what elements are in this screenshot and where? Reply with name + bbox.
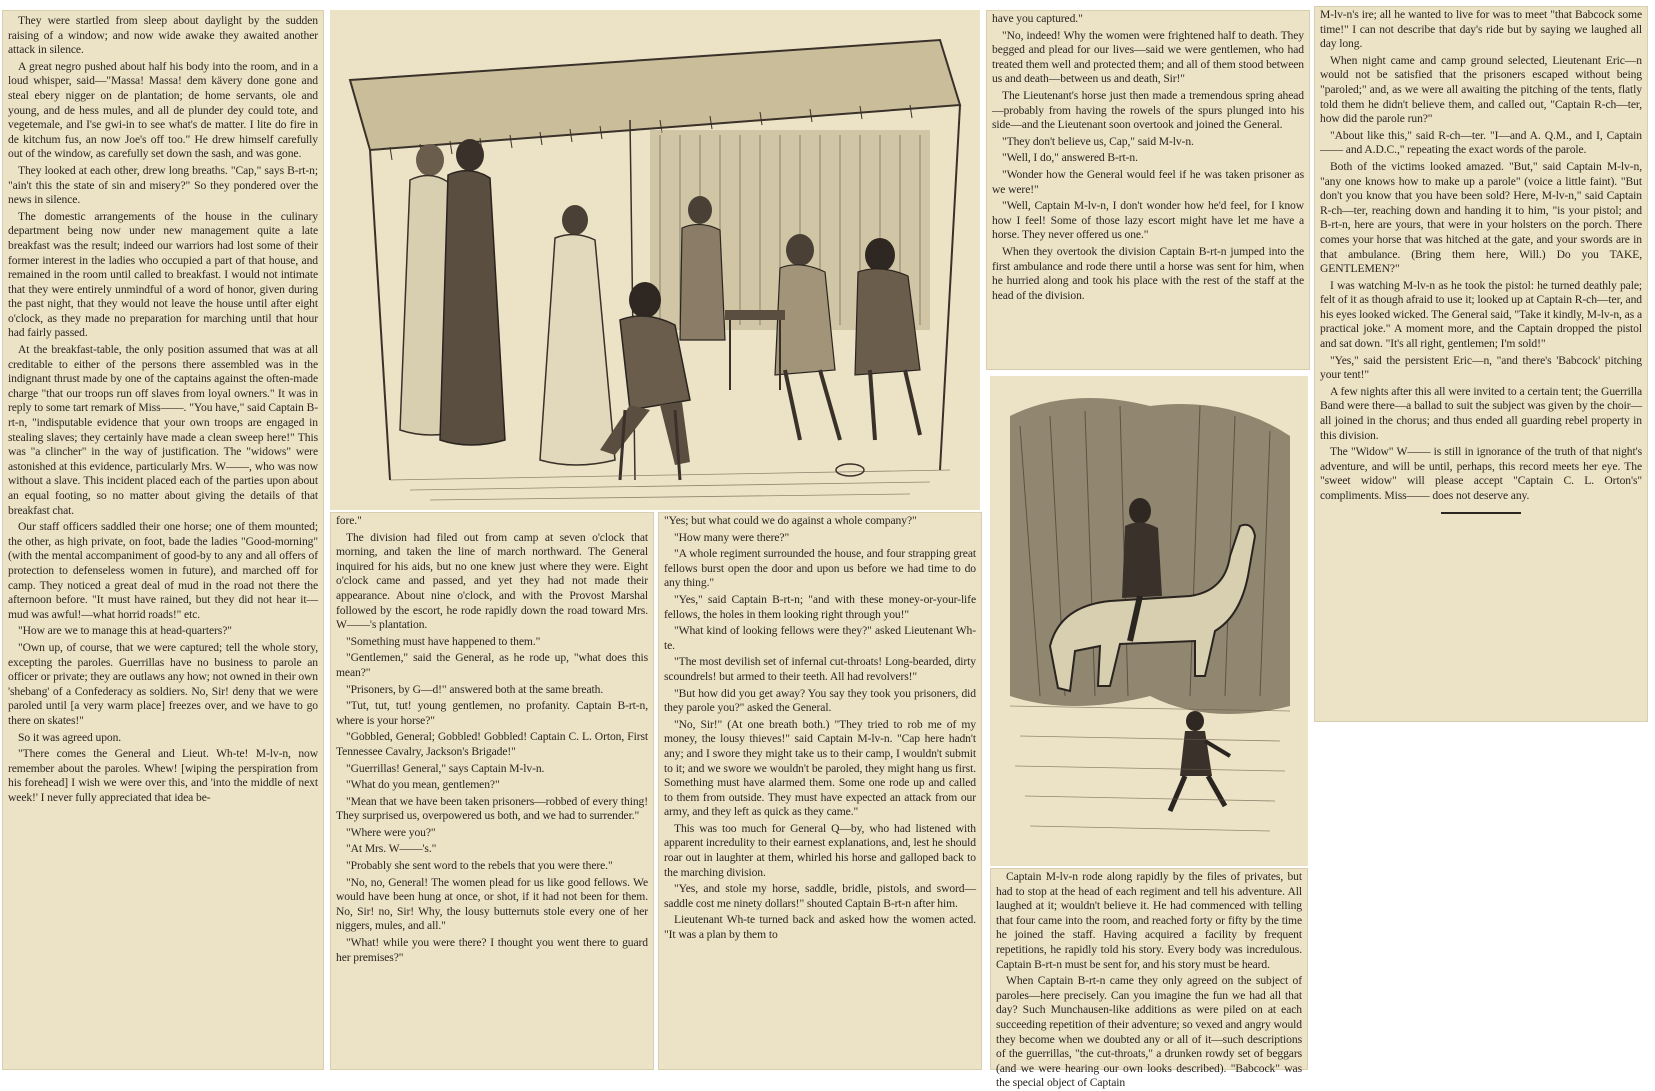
paragraph: "Where were you?" [346,825,436,839]
paragraph: "How many were there?" [674,530,790,544]
paragraph: "Gentlemen," said the General, as he rode up, "what does this mean?" [336,651,648,679]
paragraph: "There comes the General and Lieut. Wh-te! M-lv-n, now remember about the paroles. Whew! [wiping the perspiration from his forehead] I wish we were over this, and 'into the middle of next week!' I never fully appreciated that idea be- [8,747,318,804]
paragraph: "Prisoners, by G—d!" answered both at the same breath. [346,682,604,696]
paragraph: They looked at each other, drew long breaths. "Cap," says B-rt-n; "ain't this the state of sin and misery?" So they pondered over the news in silence. [8,163,318,207]
column-4-top-text [992,12,1304,303]
paragraph: "Wonder how the General would feel if he was taken prisoner as we were!" [992,167,1304,196]
paragraph: "No, indeed! Why the women were frightened half to death. They begged and plead for our lives—said we were gentlemen, who had treated them well and protected them; and all of them stood between us and death—between us and death, Sir!" [992,28,1304,86]
paragraph: "Probably she sent word to the rebels that you were there." [346,859,613,873]
paragraph: "How are we to manage this at head-quarters?" [18,624,232,638]
paragraph: fore." [336,514,362,527]
paragraph: "No, no, General! The women plead for us like good fellows. We would have been hung at once, or shot, if it had not been for them. No, Sir! no, Sir! Why, the lousy butternuts stole every one of her niggers, mules, and all." [336,875,648,933]
paragraph: M-lv-n's ire; all he wanted to live for was to meet "that Babcock some time!" I can not describe that day's ride but by saying we laughed all day long. [1320,8,1642,51]
paragraph: "What kind of looking fellows were they?" asked Lieutenant Wh-te. [664,624,976,652]
horse-rider-illustration [990,376,1308,866]
paragraph: "What do you mean, gentlemen?" [346,778,500,792]
paragraph: "Well, I do," answered B-rt-n. [1002,151,1138,165]
column-3-text [664,514,976,943]
paragraph: "What! while you were there? I thought you went there to guard her premises?" [336,936,648,964]
paragraph: "The most devilish set of infernal cut-throats! Long-bearded, dirty scoundrels! but armed to their teeth. All had revolvers!" [664,655,976,683]
column-3 [658,512,982,1070]
paragraph: "Yes; but what could we do against a whole company?" [664,514,917,527]
paragraph: At the breakfast-table, the only position assumed that was at all creditable to either of the persons there assembled was in the indignant thrust made by one of the captains against the often-made charge "that our troops run off slaves from loyal owners." It was in reply to some tart remark of Miss——. "You have," said Captain B-rt-n, "indisputable evidence that your own troops are engaged in stealing slaves; they certainly have made a clean sweep here!" This was "a clincher" in the way of justification. The "widows" were astonished at this evidence, particularly Mrs. W——, who was now without a slave. This incident placed each of the parties upon about an equal footing, so no matter about giving the details of that breakfast chat. [8,343,318,517]
column-4-top [986,10,1310,370]
paragraph: "At Mrs. W——'s." [346,842,437,856]
paragraph: Both of the victims looked amazed. "But," said Captain M-lv-n, "any one knows how to make up a parole" (voice a little faint). "But don't you know that you have been sold? Here, M-lv-n," said Captain R-ch—ter, reaching down and handing it to him, "is your pistol; and B-rt-n, here are yours, that were in your holsters on the porch. There comes your horse that was hitched at the gate, and your swords are in that ambulance. (Bring them here, Will.) Do you TAKE, GENTLEMEN?" [1320,159,1642,276]
paragraph: "No, Sir!" (At one breath both.) "They tried to rob me of my money, the lousy thieves!" said Captain M-lv-n. "Cap here hadn't any; and I swore they might take us to their camp, I wouldn't submit to it; and we swore we wouldn't be paroled, they might hang us first. Something must have alarmed them. Some one rode up and called to them from outside. They must have expected an attack from our army, and they left as quick as they came." [664,717,976,819]
paragraph: This was too much for General Q—by, who had listened with apparent incredulity to their earnest explanations, and, lest he should roar out in laughter at them, whirled his horse and galloped back to the marching division. [664,821,976,879]
column-1 [2,10,324,1070]
paragraph: When they overtook the division Captain B-rt-n jumped into the first ambulance and rode there until a horse was sent for him, when he hurried along and took his place with the rest of the staff at the head of the division. [992,244,1304,302]
end-rule [1441,512,1521,514]
column-4-bottom-text [996,870,1302,1091]
engraving-tent-scene [330,10,980,510]
column-5-text [1320,8,1642,504]
tent-scene-illustration [330,10,980,510]
paragraph: "They don't believe us, Cap," said M-lv-n. [1002,134,1194,148]
paragraph: "Well, Captain M-lv-n, I don't wonder how he'd feel, for I know how I feel! Some of those lazy escort might have let me have a horse. They never offered us one." [992,199,1304,242]
paragraph: Our staff officers saddled their one horse; one of them mounted; the other, as high private, on foot, bade the ladies "Good-morning" (with the mental accompaniment of good-by to any and all offers of protection to defenseless women in future), and marched off for camp. They noticed a great deal of mud in the road not there the afternoon before. "It must have rained, but they did not hear it—mud was awful!—what horrid roads!" etc. [8,520,318,621]
paragraph: "Something must have happened to them." [346,634,541,648]
paragraph: When Captain B-rt-n came they only agreed on the subject of paroles—here precisely. Can you imagine the fun we had all that day? Such Munchausen-like additions as were piled on at each succeeding repetition of their adventure; so vexed and angry would they become when we doubted any or all of it—such descriptions of the guerrillas, "the cut-throats," a drunken rowdy set of beggars (and we were hearing our own looks described). "Babcock" was the special object of Captain [996,974,1302,1090]
column-2-text [336,514,648,965]
paragraph: "Yes," said the persistent Eric—n, "and there's 'Babcock' pitching your tent!" [1320,353,1642,382]
paragraph: "A whole regiment surrounded the house, and four strapping great fellows burst open the door and upon us before we had time to do any thing." [664,547,976,590]
paragraph: "Tut, tut, tut! young gentlemen, no profanity. Captain B-rt-n, where is your horse?" [336,699,648,727]
column-2 [330,512,654,1070]
paragraph: A few nights after this all were invited to a certain tent; the Guerrilla Band were there—a ballad to suit the subject was given by the choir—all joined in the chorus; and thus ended all guarding rebel property in this division. [1320,384,1642,442]
engraving-horse-rider [990,376,1308,866]
paragraph: "About like this," said R-ch—ter. "I—and A. Q.M., and I, Captain —— and A.D.C.," repeating the exact words of the parole. [1320,128,1642,157]
paragraph: The domestic arrangements of the house in the culinary department being now under new management quite a late breakfast was the result; indeed our warriors had lost some of their former interest in the ladies who occupied a part of that house, and remained in the room until called to breakfast. I would not intimate that they were entirely unmindful of a word of honor, given during the past night, that they would not leave the house until after eight o'clock, as they made no preparation for marching until that hour had fairly passed. [8,209,318,340]
paragraph: The "Widow" W—— is still in ignorance of the truth of that night's adventure, and will be until, perhaps, this record meets her eye. The "sweet widow" will please accept "Captain C. L. Orton's" compliments. Miss—— does not deserve any. [1320,445,1642,502]
paragraph: Lieutenant Wh-te turned back and asked how the women acted. "It was a plan by them to [664,913,976,942]
paragraph: A great negro pushed about half his body into the room, and in a loud whisper, said—"Massa! Massa! dem kävery done gone and steal ebery nigger on de plantation; de home servants, ole and young, and de hess mules, and all de plunder dey could tote, and vegetemale, and I'se gwi-in to see what's de matter. I lite do fire in de kitchum fus, an now Joe's off too." He drew himself carefully out of the window, as carefully set down the sash, and was gone. [8,59,318,161]
paragraph: The division had filed out from camp at seven o'clock that morning, and taken the line of march northward. The General inquired for his aids, but no one knew just where they were. Eight o'clock came and passed, and yet they had not made their appearance. About nine o'clock, and with the Provost Marshal followed by the escort, he rode rapidly down the road toward Mrs. W——'s plantation. [336,530,648,632]
paragraph: So it was agreed upon. [18,730,122,744]
paragraph: "Yes, and stole my horse, saddle, bridle, pistols, and sword—saddle cost me ninety dollars!" shouted Captain B-rt-n after him. [664,882,976,910]
paragraph: have you captured." [992,12,1083,25]
paragraph: "Yes," said Captain B-rt-n; "and with these money-or-your-life fellows, the holes in them looking right through you!" [664,592,976,621]
paragraph: Captain M-lv-n rode along rapidly by the files of privates, but had to stop at the head of each regiment and tell his adventure. All laughed at it; wouldn't believe it. He had commenced with telling that four came into the room, and reached forty or fifty by the time he joined the staff. Having acquired a facility by frequent repetitions, he rapidly told his story. Every body was incredulous. Captain B-rt-n must be sent for, and his story must be heard. [996,870,1302,971]
paragraph: "Mean that we have been taken prisoners—robbed of every thing! They surprised us, overpowered us both, and we had to surrender." [336,794,648,823]
paragraph: "But how did you get away? You say they took you prisoners, did they parole you?" asked the General. [664,686,976,715]
paragraph: "Guerrillas! General," says Captain M-lv-n. [346,761,545,775]
column-1-text [8,14,318,805]
paragraph: "Own up, of course, that we were captured; tell the whole story, excepting the paroles. Guerrillas have no business to parole an officer or private; they are outlaws any how; not owned in their own 'shebang' of a Confederacy as soldiers. No, Sir! deny that we were paroled until [a very warm place] freezes over, and we have to go there on skates!" [8,640,318,727]
paragraph: "Gobbled, General; Gobbled! Gobbled! Captain C. L. Orton, First Tennessee Cavalry, Jackson's Brigade!" [336,730,648,758]
paragraph: They were startled from sleep about daylight by the sudden raising of a window; and now wide awake they awaited another attack in silence. [8,14,318,57]
paragraph: The Lieutenant's horse just then made a tremendous spring ahead—probably from having the rowels of the spurs plunged into his side—and the Lieutenant soon overtook and joined the General. [992,88,1304,132]
column-4-bottom [990,868,1308,1090]
paragraph: I was watching M-lv-n as he took the pistol: he turned deathly pale; felt of it as though afraid to use it; looked up at Captain R-ch—ter, and his eyes looked wicked. The General said, "Take it kindly, M-lv-n, as a practical joke." A moment more, and the Captain dropped the pistol and sat down. "It's all right, gentlemen; I'm sold!" [1320,278,1642,351]
column-5 [1314,6,1648,722]
paragraph: When night came and camp ground selected, Lieutenant Eric—n would not be satisfied that the prisoners escaped without being "paroled;" and, as we were all awaiting the pitching of the tents, flatly told them he didn't believe them, and called out, "Captain R-ch—ter, how did the parole run?" [1320,53,1642,126]
